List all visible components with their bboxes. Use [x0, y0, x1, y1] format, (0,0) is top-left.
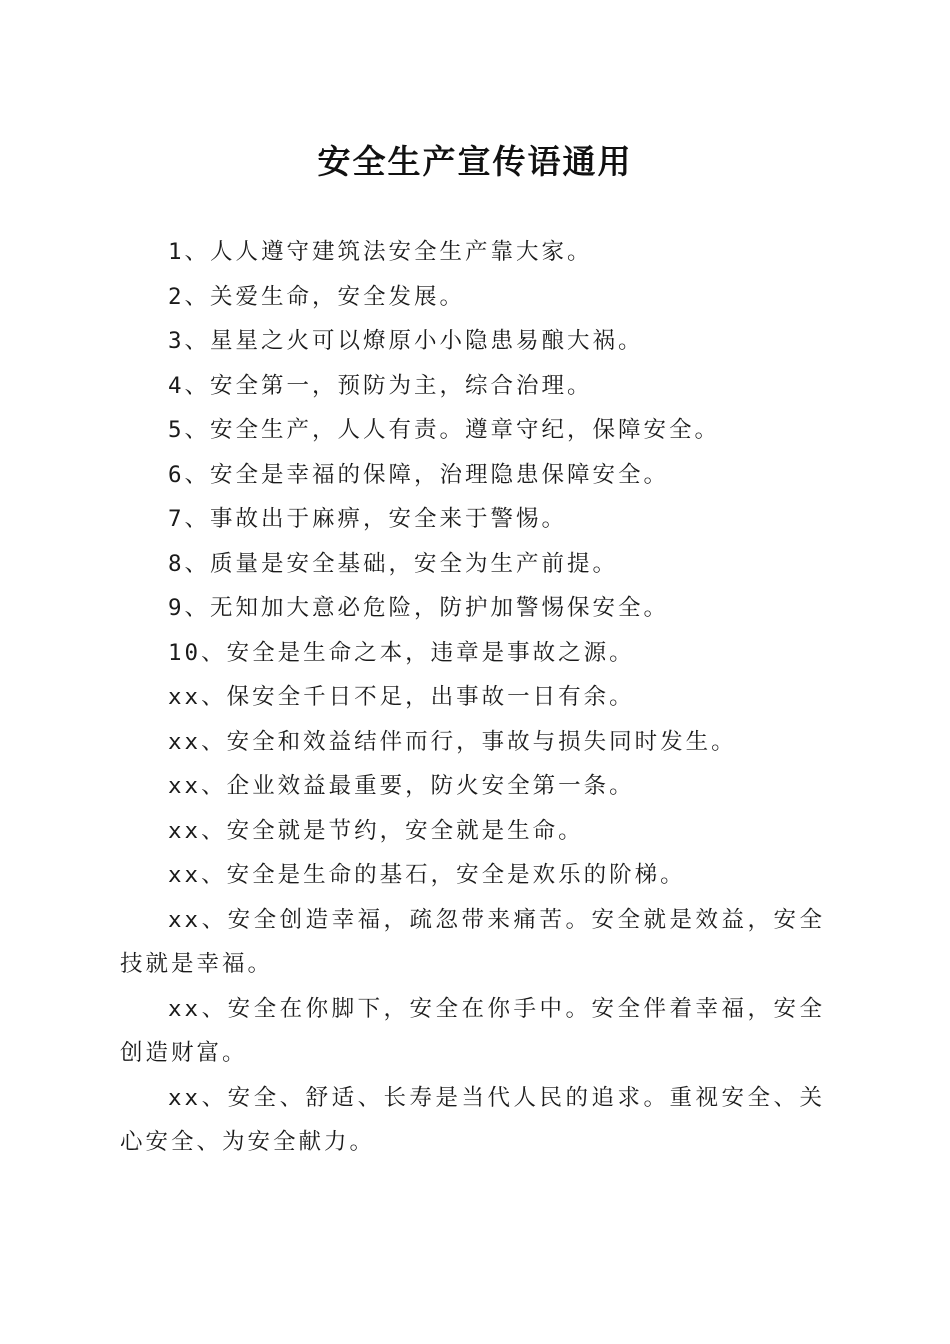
- slogan-paragraph: xx、安全是生命的基石，安全是欢乐的阶梯。: [168, 862, 686, 888]
- slogan-paragraph: xx、安全和效益结伴而行，事故与损失同时发生。: [168, 728, 737, 755]
- slogan-paragraph: xx、安全就是节约，安全就是生命。: [168, 817, 584, 844]
- slogan-paragraph: 7、事故出于麻痹，安全来于警惕。: [168, 506, 568, 532]
- slogan-paragraph: xx、保安全千日不足，出事故一日有余。: [168, 684, 635, 710]
- slogan-list: [120, 230, 825, 1165]
- slogan-paragraph: xx、安全在你脚下，安全在你手中。安全伴着幸福，安全创造财富。: [120, 995, 825, 1066]
- slogan-paragraph: 2、关爱生命，安全发展。: [168, 283, 466, 310]
- slogan-paragraph: 10、安全是生命之本，违章是事故之源。: [168, 639, 635, 666]
- slogan-paragraph: 3、星星之火可以燎原小小隐患易酿大祸。: [168, 328, 644, 354]
- slogan-paragraph: 6、安全是幸福的保障，治理隐患保障安全。: [168, 461, 670, 488]
- slogan-paragraph: xx、安全创造幸福，疏忽带来痛苦。安全就是效益，安全技就是幸福。: [120, 906, 825, 977]
- slogan-paragraph: xx、安全、舒适、长寿是当代人民的追求。重视安全、关心安全、为安全献力。: [120, 1084, 825, 1155]
- slogan-paragraph: 1、人人遵守建筑法安全生产靠大家。: [168, 239, 593, 265]
- page-title: 安全生产宣传语通用: [317, 142, 633, 181]
- slogan-paragraph: 4、安全第一，预防为主，综合治理。: [168, 372, 593, 399]
- slogan-paragraph: 5、安全生产，人人有责。遵章守纪，保障安全。: [168, 417, 721, 443]
- slogan-paragraph: xx、企业效益最重要，防火安全第一条。: [168, 773, 635, 799]
- slogan-paragraph: 8、质量是安全基础，安全为生产前提。: [168, 550, 619, 577]
- slogan-paragraph: 9、无知加大意必危险，防护加警惕保安全。: [168, 595, 670, 621]
